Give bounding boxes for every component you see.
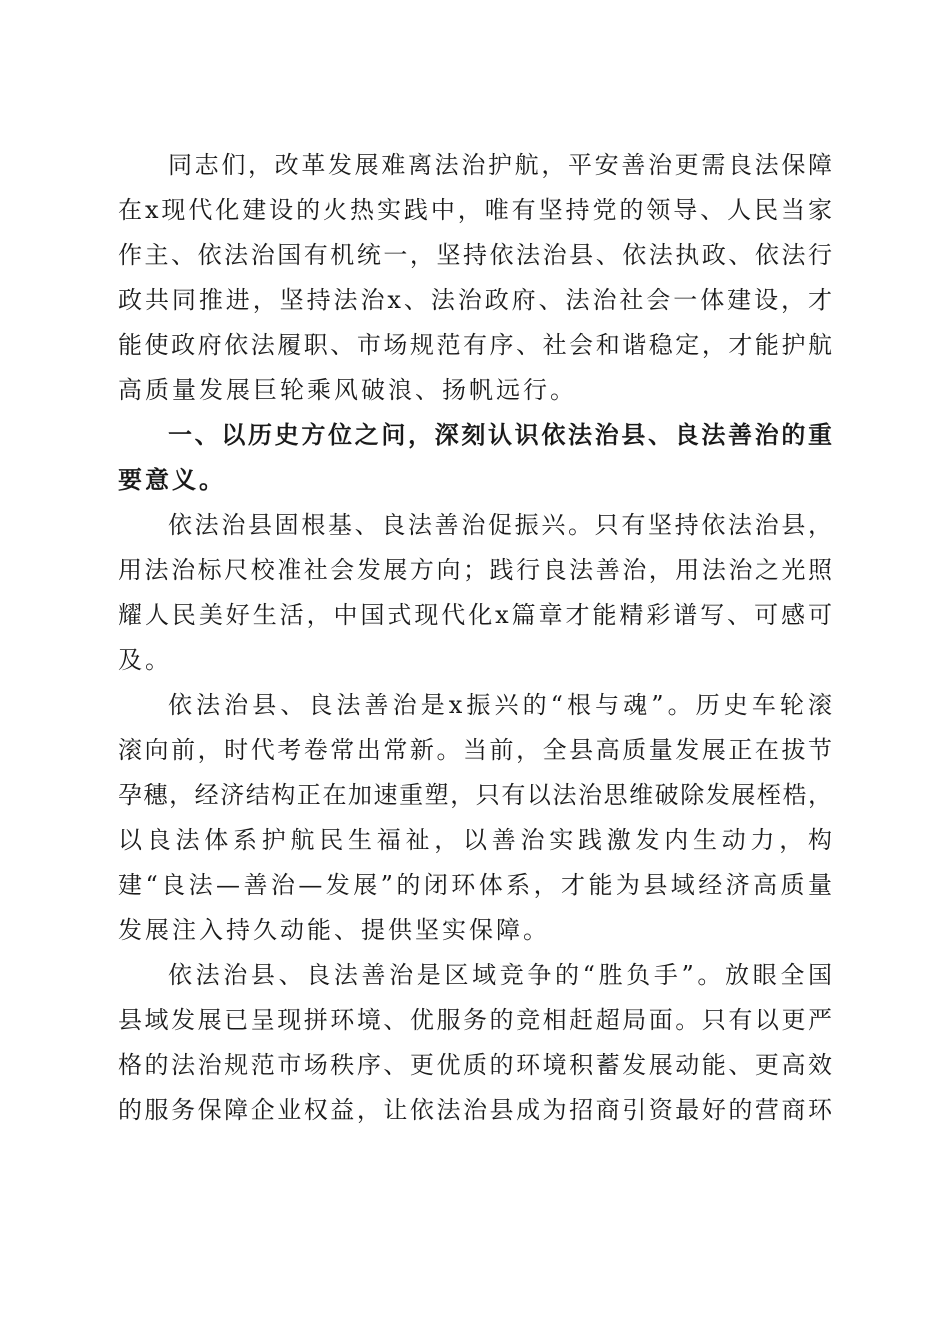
paragraph-regional-competition (118, 953, 832, 1133)
text-line: 县域发展已呈现拼环境、优服务的竞相赶超局面。只有以更严 (118, 1006, 832, 1034)
text-line: 依法治县固根基、良法善治促振兴。只有坚持依法治县， (168, 511, 832, 539)
heading-line: 一、以历史方位之问，深刻认识依法治县、良法善治的重 (168, 421, 832, 449)
paragraph-root-and-soul (118, 683, 832, 953)
text-line: 用法治标尺校准社会发展方向；践行良法善治，用法治之光照 (118, 556, 832, 584)
paragraph-opening (118, 143, 832, 413)
text-line: 及。 (118, 646, 172, 674)
text-line: 以良法体系护航民生福祉，以善治实践激发内生动力，构 (118, 826, 832, 854)
text-line: 发展注入持久动能、提供坚实保障。 (118, 916, 550, 944)
text-line: 作主、依法治国有机统一，坚持依法治县、依法执政、依法行 (118, 241, 832, 269)
text-line: 滚向前，时代考卷常出常新。当前，全县高质量发展正在拔节 (118, 736, 832, 764)
text-line: 高质量发展巨轮乘风破浪、扬帆远行。 (118, 376, 577, 404)
document-body (118, 143, 832, 1133)
text-line: 耀人民美好生活，中国式现代化x篇章才能精彩谱写、可感可 (118, 601, 832, 629)
paragraph-foundation (118, 503, 832, 683)
text-line: 依法治县、良法善治是x振兴的“根与魂”。历史车轮滚 (168, 691, 832, 719)
text-line: 孕穗，经济结构正在加速重塑，只有以法治思维破除发展桎梏， (118, 781, 832, 809)
text-line: 政共同推进，坚持法治x、法治政府、法治社会一体建设，才 (118, 286, 832, 314)
text-line: 建“良法—善治—发展”的闭环体系，才能为县域经济高质量 (118, 871, 832, 899)
text-line: 在x现代化建设的火热实践中，唯有坚持党的领导、人民当家 (118, 196, 832, 224)
text-line: 同志们，改革发展难离法治护航，平安善治更需良法保障 (168, 151, 832, 179)
heading-line: 要意义。 (118, 466, 226, 494)
text-line: 能使政府依法履职、市场规范有序、社会和谐稳定，才能护航 (118, 331, 832, 359)
text-line: 依法治县、良法善治是区域竞争的“胜负手”。放眼全国 (168, 961, 832, 989)
text-line: 格的法治规范市场秩序、更优质的环境积蓄发展动能、更高效 (118, 1051, 832, 1079)
section-heading (118, 413, 832, 503)
text-line: 的服务保障企业权益，让依法治县成为招商引资最好的营商环 (118, 1096, 832, 1124)
